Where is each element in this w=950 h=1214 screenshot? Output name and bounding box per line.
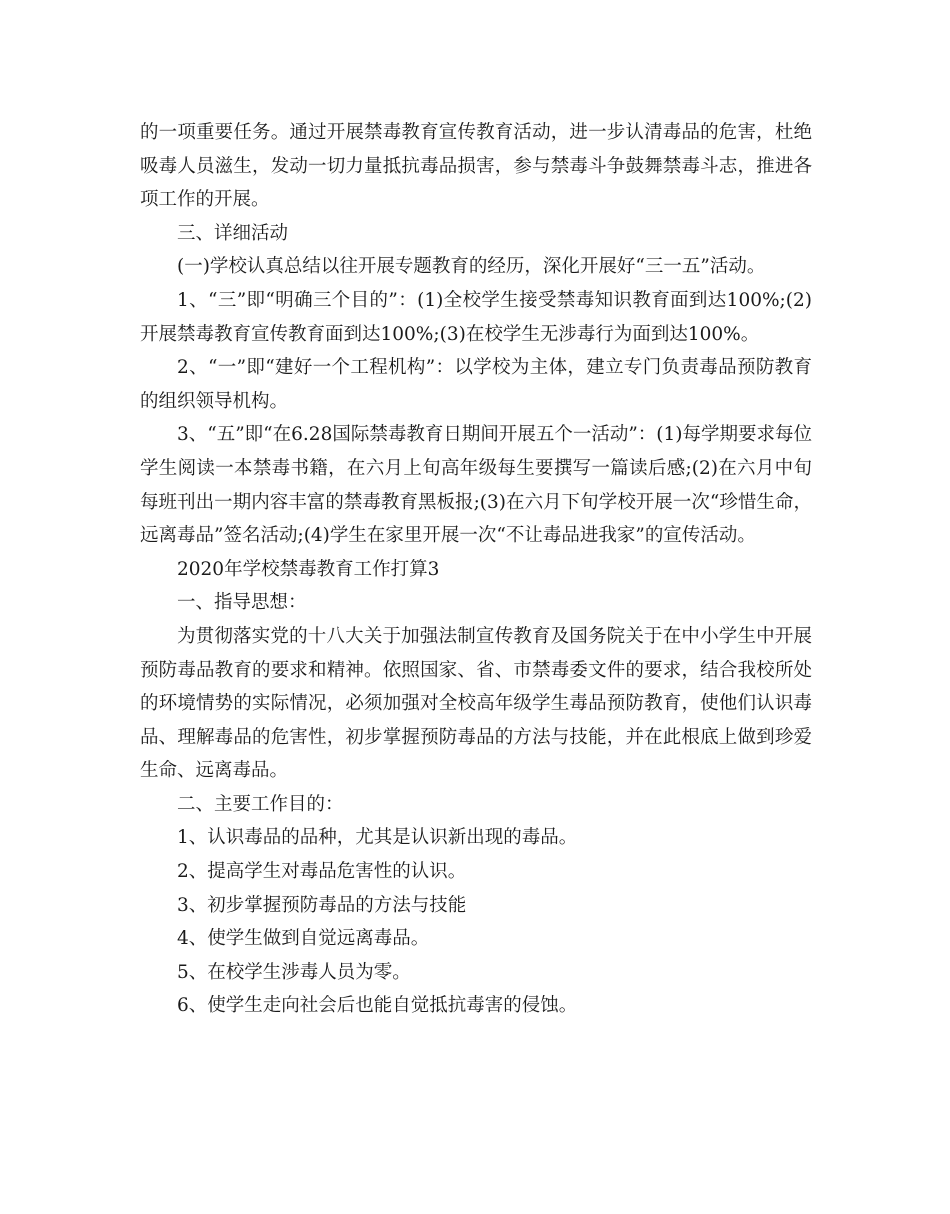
list-item: 5、在校学生涉毒人员为零。 [177,961,411,983]
list-item: 4、使学生做到自觉远离毒品。 [177,928,430,950]
list-item: 1、“三”即“明确三个目的”：(1)全校学生接受禁毒知识教育面到达100%;(2)开展禁毒教育宣传教育面到达100%;(3)在校学生无涉毒行为面到达100%。 [140,289,812,345]
document-title: 2020年学校禁毒教育工作打算3 [177,558,440,580]
body-paragraph: (一)学校认真总结以往开展专题教育的经历，深化开展好“三一五”活动。 [177,256,766,278]
list-item: 2、提高学生对毒品危害性的认识。 [177,861,467,883]
section-heading: 一、指导思想： [177,592,307,614]
list-item: 6、使学生走向社会后也能自觉抵抗毒害的侵蚀。 [177,995,578,1017]
body-paragraph: 的一项重要任务。通过开展禁毒教育宣传教育活动，进一步认清毒品的危害，杜绝吸毒人员滋生，发动一切力量抵抗毒品损害，参与禁毒斗争鼓舞禁毒斗志，推进各项工作的开展。 [140,122,812,211]
document-body [140,116,812,1023]
list-item: 2、“一”即“建好一个工程机构”：以学校为主体，建立专门负责毒品预防教育的组织领导机构。 [140,357,812,412]
body-paragraph: 为贯彻落实党的十八大关于加强法制宣传教育及国务院关于在中小学生中开展预防毒品教育的要求和精神。依照国家、省、市禁毒委文件的要求，结合我校所处的环境情势的实际情况，必须加强对全校高年级学生毒品预防教育，使他们认识毒品、理解毒品的危害性，初步掌握预防毒品的方法与技能，并在此根底上做到珍爱生命、远离毒品。 [140,625,812,782]
section-heading: 三、详细活动 [177,222,289,244]
list-item: 3、“五”即“在6.28国际禁毒教育日期间开展五个一活动”：(1)每学期要求每位学生阅读一本禁毒书籍，在六月上旬高年级每生要撰写一篇读后感;(2)在六月中旬每班刊出一期内容丰富的禁毒教育黑板报;(3)在六月下旬学校开展一次“珍惜生命，远离毒品”签名活动;(4)学生在家里开展一次“不让毒品进我家”的宣传活动。 [140,424,813,547]
list-item: 1、认识毒品的品种，尤其是认识新出现的毒品。 [177,827,578,849]
list-item: 3、初步掌握预防毒品的方法与技能 [177,894,467,916]
section-heading: 二、主要工作目的： [177,793,344,815]
